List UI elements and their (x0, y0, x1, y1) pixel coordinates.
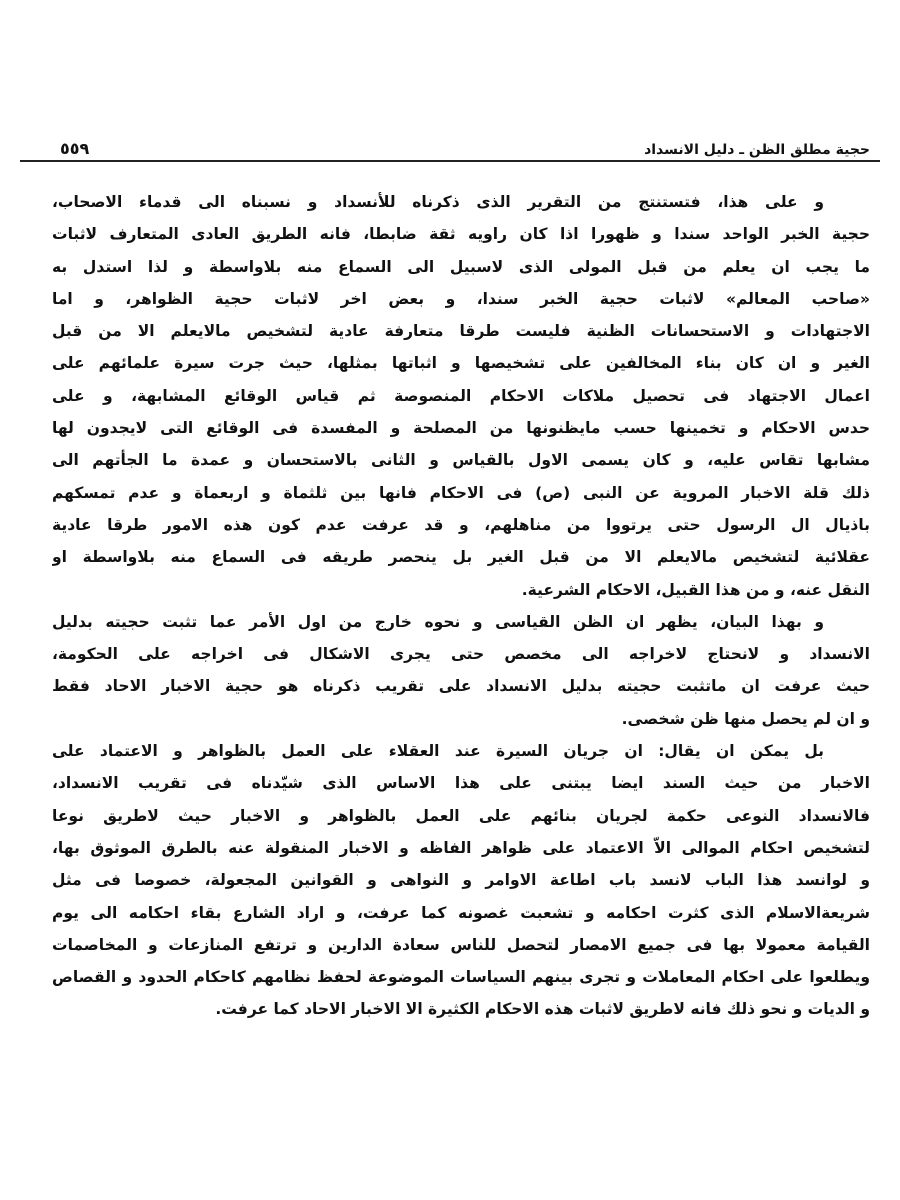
text-line: حيث عرفت ان ماتثبت حجيته بدليل الانسداد على تقريب ذكرناه هو حجية الاخبار الاحاد فقط (52, 677, 870, 696)
text-line: الاخبار من حيث السند ايضا يبتنى على هذا الاساس الذى شيّدناه فى تقريب الانسداد، (52, 774, 870, 793)
header-rule (20, 160, 880, 162)
text-line: عقلائية لتشخيص مالايعلم الا من قبل الغير بل ينحصر طريقه فى السماع منه بلاواسطة او (52, 548, 870, 567)
text-line: و ان لم يحصل منها ظن شخصى. (621, 709, 870, 728)
text-line: بل يمكن ان يقال: ان جريان السيرة عند العقلاء على العمل بالظواهر و الاعتماد على (52, 742, 824, 761)
text-line: و على هذا، فتستنتج من التقرير الذى ذكرناه للأنسداد و نسبناه الى قدماء الاصحاب، (52, 193, 824, 211)
body-text (52, 186, 870, 1026)
paragraph-1 (52, 186, 870, 606)
page-number: ٥٥٩ (60, 139, 90, 158)
text-line: ما يجب ان يعلم من قبل المولى الذى لاسبيل الى السماع منه بلاواسطة و لذا استدل به (52, 257, 870, 276)
text-line: «صاحب المعالم» لاثبات حجية الخبر سندا، و بعض اخر لاثبات حجية الظواهر، و اما (52, 289, 870, 308)
text-line: القيامة معمولا بها فى جميع الامصار لتحصل للناس سعادة الدارين و ترتفع المنازعات و المخاصمات (52, 935, 870, 954)
paragraph-2 (52, 606, 870, 735)
text-line: فالانسداد النوعى حكمة لجريان بنائهم على العمل بالظواهر و الاخبار حيث لاطريق نوعا (52, 806, 870, 825)
text-line: حدس الاحكام و تخمينها حسب مايظنونها من المصلحة و المفسدة فى الوقائع التى لايجدون لها (52, 419, 870, 438)
text-line: ذلك قلة الاخبار المروية عن النبى (ص) فى الاحكام فانها بين ثلثماة و اربعماة و عدم تمسكهم (52, 483, 870, 502)
running-header (60, 132, 870, 158)
text-line: باذيال ال الرسول حتى يرتووا من مناهلهم، و قد عرفت عدم كون هذه الامور طرقا عادية (52, 515, 870, 534)
text-line: حجية الخبر الواحد سندا و ظهورا اذا كان راويه ثقة ضابطا، فانه الطريق العادى المتعارف لاثبات (52, 225, 870, 244)
text-line: و لوانسد هذا الباب لانسد باب اطاعة الاوامر و النواهى و القوانين المجعولة، خصوصا فى مثل (52, 871, 870, 890)
paragraph-3 (52, 735, 870, 1026)
text-line: الغير و ان كان بناء المخالفين على تشخيصها و اثباتها بمثلها، حيث جرت سيرة علمائهم على (52, 354, 870, 373)
text-line: شريعةالاسلام الذى كثرت احكامه و تشعبت غصونه كما عرفت، و اراد الشارع بقاء احكامه الى يوم (52, 903, 870, 922)
text-line: مشابها تقاس عليه، و كان يسمى الاول بالقياس و الثانى بالاستحسان و عمدة ما الجأتهم الى (52, 451, 870, 470)
text-line: و بهذا البيان، يظهر ان الظن القياسى و نحوه خارج من اول الأمر عما تثبت حجيته بدليل (52, 612, 824, 631)
text-line: الاجتهادات و الاستحسانات الظنية فليست طرقا متعارفة عادية لتشخيص مالايعلم الا من قبل (52, 322, 870, 341)
running-title: حجية مطلق الظن ـ دليل الانسداد (644, 142, 870, 158)
text-line: النقل عنه، و من هذا القبيل، الاحكام الشرعية. (521, 580, 870, 599)
text-line: اعمال الاجتهاد فى تحصيل ملاكات الاحكام المنصوصة ثم قياس الوقائع المشابهة، و على (52, 386, 870, 405)
text-line: لتشخيص احكام الموالى الاّ الاعتماد على ظواهر الفاظه و الاخبار المنقولة عنه بالطرق الموثوق بها، (52, 838, 870, 857)
text-line: الانسداد و لانحتاج لاخراجه الى مخصص حتى يجرى الاشكال فى اخراجه على الحكومة، (52, 645, 870, 664)
text-line: ويطلعوا على احكام المعاملات و تجرى بينهم السياسات الموضوعة لحفظ نظامهم كاحكام الحدود و القصاص (52, 968, 870, 987)
text-line: و الديات و نحو ذلك فانه لاطريق لاثبات هذه الاحكام الكثيرة الا الاخبار الاحاد كما عرفت. (215, 1000, 870, 1019)
